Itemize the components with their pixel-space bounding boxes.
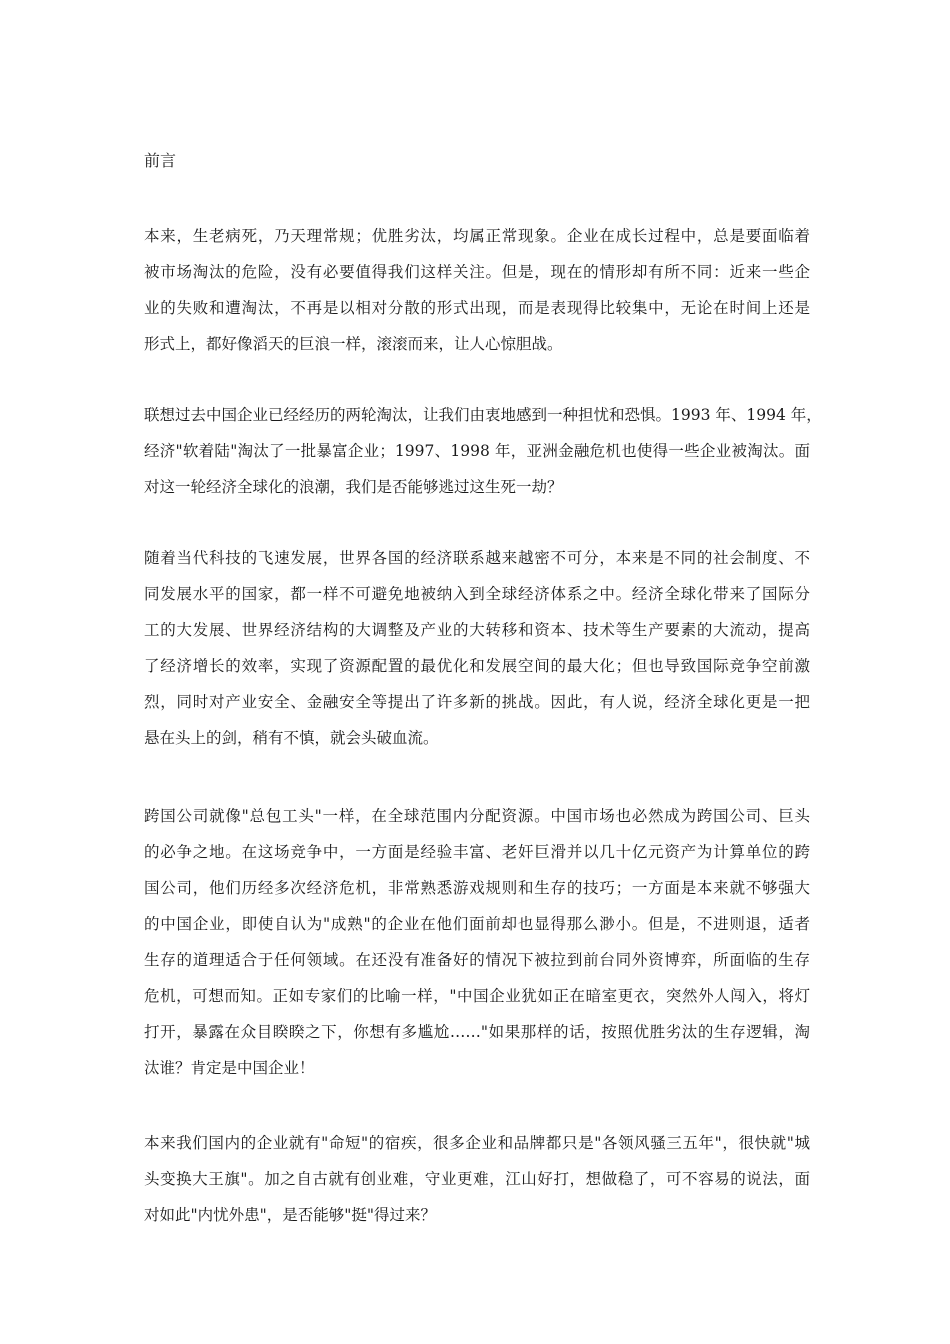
- paragraph-1: [144, 218, 810, 362]
- paragraph-line: 联想过去中国企业已经经历的两轮淘汰，让我们由衷地感到一种担忧和恐惧。1993 年、1994 年，: [144, 406, 822, 424]
- paragraph-line: 的必争之地。在这场竞争中，一方面是经验丰富、老奸巨滑并以几十亿元资产为计算单位的跨: [144, 843, 810, 861]
- paragraph-line: 悬在头上的剑，稍有不慎，就会头破血流。: [144, 729, 439, 747]
- paragraph-line: 形式上，都好像滔天的巨浪一样，滚滚而来，让人心惊胆战。: [144, 335, 563, 353]
- paragraph-line: 对这一轮经济全球化的浪潮，我们是否能够逃过这生死一劫？: [144, 478, 563, 496]
- paragraph-line: 被市场淘汰的危险，没有必要值得我们这样关注。但是，现在的情形却有所不同：近来一些企: [144, 263, 810, 281]
- paragraph-line: 国公司，他们历经多次经济危机，非常熟悉游戏规则和生存的技巧；一方面是本来就不够强大: [144, 879, 810, 897]
- paragraph-line: 烈，同时对产业安全、金融安全等提出了许多新的挑战。因此，有人说，经济全球化更是一把: [144, 693, 810, 711]
- paragraph-line: 对如此"内忧外患"，是否能够"挺"得过来？: [144, 1206, 437, 1224]
- paragraph-line: 的中国企业，即使自认为"成熟"的企业在他们面前却也显得那么渺小。但是，不进则退，适者: [144, 915, 810, 933]
- paragraph-line: 本来，生老病死，乃天理常规；优胜劣汰，均属正常现象。企业在成长过程中，总是要面临着: [144, 227, 810, 245]
- paragraph-line: 危机，可想而知。正如专家们的比喻一样，"中国企业犹如正在暗室更衣，突然外人闯入，将灯: [144, 987, 810, 1005]
- paragraph-line: 本来我们国内的企业就有"命短"的宿疾，很多企业和品牌都只是"各领风骚三五年"，很快就"城: [144, 1134, 810, 1152]
- document-heading: 前言: [144, 151, 177, 170]
- paragraph-line: 工的大发展、世界经济结构的大调整及产业的大转移和资本、技术等生产要素的大流动，提高: [144, 621, 810, 639]
- paragraph-line: 生存的道理适合于任何领域。在还没有准备好的情况下被拉到前台同外资博弈，所面临的生存: [144, 951, 810, 969]
- paragraph-line: 经济"软着陆"淘汰了一批暴富企业；1997、1998 年，亚洲金融危机也使得一些企业被淘汰。面: [144, 442, 810, 460]
- paragraph-5: [144, 1125, 810, 1233]
- paragraph-line: 业的失败和遭淘汰，不再是以相对分散的形式出现，而是表现得比较集中，无论在时间上还是: [144, 299, 810, 317]
- paragraph-line: 头变换大王旗"。加之自古就有创业难，守业更难，江山好打，想做稳了，可不容易的说法，面: [144, 1170, 810, 1188]
- paragraph-4: [144, 798, 810, 1086]
- paragraph-line: 跨国公司就像"总包工头"一样，在全球范围内分配资源。中国市场也必然成为跨国公司、巨头: [144, 807, 810, 825]
- paragraph-line: 了经济增长的效率，实现了资源配置的最优化和发展空间的最大化；但也导致国际竞争空前激: [144, 657, 810, 675]
- paragraph-line: 打开，暴露在众目睽睽之下，你想有多尴尬……"如果那样的话，按照优胜劣汰的生存逻辑，淘: [144, 1023, 810, 1041]
- paragraph-line: 汰谁？肯定是中国企业！: [144, 1059, 315, 1077]
- paragraph-3: [144, 540, 810, 756]
- paragraph-line: 同发展水平的国家，都一样不可避免地被纳入到全球经济体系之中。经济全球化带来了国际分: [144, 585, 810, 603]
- paragraph-line: 随着当代科技的飞速发展，世界各国的经济联系越来越密不可分，本来是不同的社会制度、不: [144, 549, 810, 567]
- paragraph-2: [144, 397, 822, 505]
